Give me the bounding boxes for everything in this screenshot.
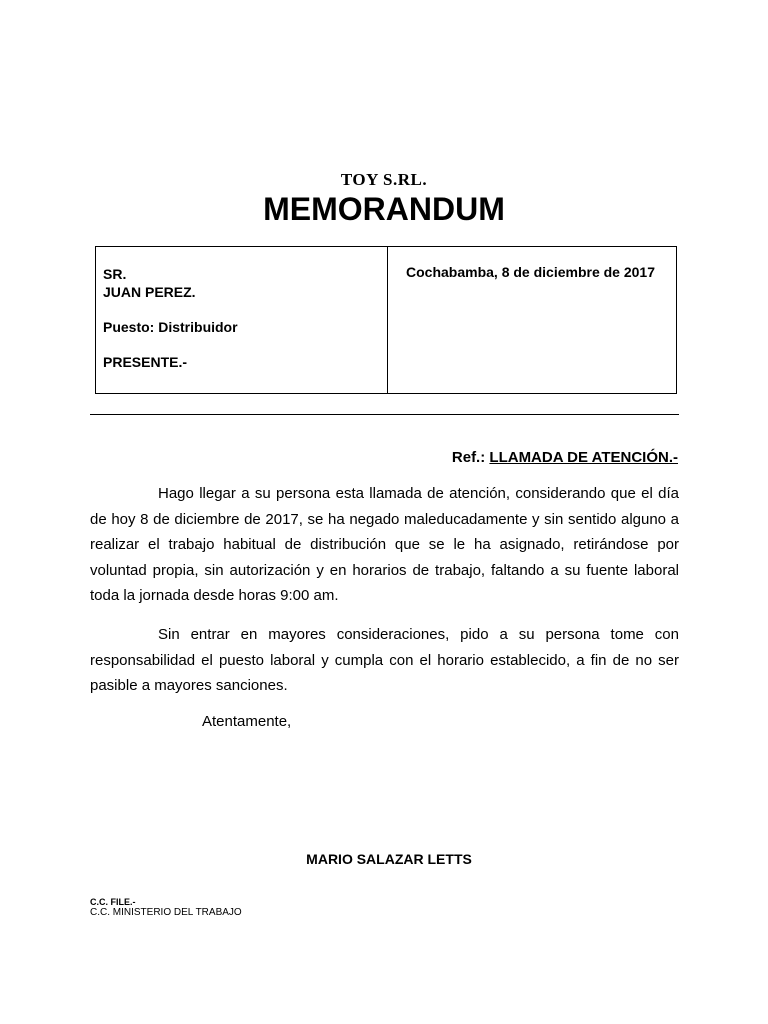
cc-file: C.C. FILE.-	[90, 897, 136, 907]
company-name: TOY S.RL.	[340, 170, 428, 189]
recipient-block	[103, 265, 238, 371]
signature-name: MARIO SALAZAR LETTS	[306, 851, 472, 867]
body-paragraph-1: Hago llegar a su persona esta llamada de atención, considerando que el día de hoy 8 de diciembre de 2017, se ha negado maleducadamente y sin sentido alguno a realizar el trabajo habitual de distribución que se le ha asignado, retirándose por voluntad propia, sin autorización y en horarios de trabajo, faltando a su fuente laboral toda la jornada desde horas 9:00 am.	[90, 485, 679, 605]
reference-label: Ref.:	[451, 449, 486, 466]
closing: Atentamente,	[202, 713, 292, 730]
recipient-position: Puesto: Distribuidor	[103, 319, 238, 335]
place-date: Cochabamba, 8 de diciembre de 2017	[406, 264, 655, 280]
cc-ministry: C.C. MINISTERIO DEL TRABAJO	[90, 907, 242, 918]
recipient-presente: PRESENTE.-	[103, 354, 188, 370]
body-paragraph-2: Sin entrar en mayores consideraciones, pido a su persona tome con responsabilidad el puesto laboral y cumpla con el horario establecido, a fin de no ser pasible a mayores sanciones.	[90, 626, 679, 695]
reference-value: LLAMADA DE ATENCIÓN.-	[489, 449, 678, 466]
recipient-name: JUAN PEREZ.	[103, 284, 196, 300]
document-title: MEMORANDUM	[263, 191, 505, 227]
reference-line	[452, 449, 678, 466]
table-divider	[387, 247, 388, 393]
recipient-salutation: SR.	[103, 266, 127, 282]
header-table	[95, 246, 677, 394]
horizontal-rule	[90, 414, 679, 415]
